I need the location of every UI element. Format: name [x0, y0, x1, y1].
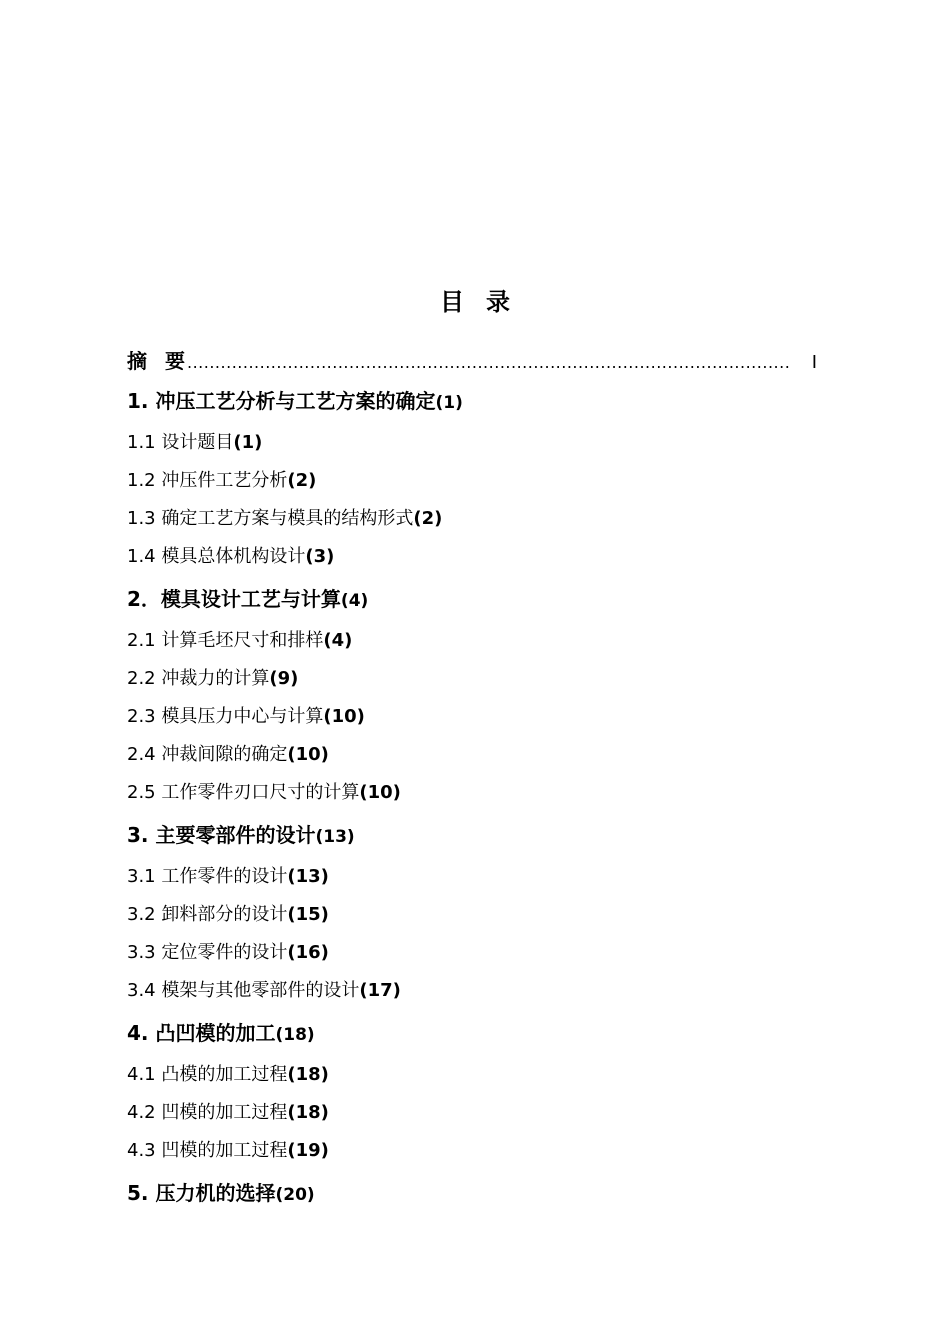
- abstract-page-number: I: [811, 352, 817, 373]
- toc-section-4-2[interactable]: [127, 1094, 817, 1132]
- section-label: 1.2 冲压件工艺分析: [127, 470, 288, 491]
- section-page-number: (3): [305, 546, 335, 567]
- toc-entry-abstract[interactable]: [127, 344, 817, 378]
- toc-section-2-2[interactable]: [127, 660, 817, 698]
- section-label: 4.1 凸模的加工过程: [127, 1064, 288, 1085]
- section-label: 1.4 模具总体机构设计: [127, 546, 306, 567]
- section-page-number: (9): [269, 668, 299, 689]
- toc-section-1-2[interactable]: [127, 462, 817, 500]
- section-label: 2.2 冲裁力的计算: [127, 668, 270, 689]
- toc-chapter-2[interactable]: [127, 576, 817, 622]
- toc-section-1-4[interactable]: [127, 538, 817, 576]
- section-label: 2.4 冲裁间隙的确定: [127, 744, 288, 765]
- title-char-1: 目: [440, 288, 464, 316]
- toc-section-2-1[interactable]: [127, 622, 817, 660]
- abstract-label: [127, 344, 185, 378]
- section-page-number: (4): [323, 630, 353, 651]
- chapter-page-number: (4): [340, 591, 369, 611]
- chapter-label: 3. 主要零部件的设计: [127, 823, 316, 847]
- chapter-label: 5. 压力机的选择: [127, 1181, 276, 1205]
- toc-chapter-5[interactable]: [127, 1170, 817, 1216]
- section-label: 4.3 凹模的加工过程: [127, 1140, 288, 1161]
- section-page-number: (2): [287, 470, 317, 491]
- section-label: 1.1 设计题目: [127, 432, 234, 453]
- section-page-number: (17): [359, 980, 401, 1001]
- section-page-number: (2): [413, 508, 443, 529]
- chapter-label: 2．模具设计工艺与计算: [127, 587, 341, 611]
- chapter-page-number: (18): [275, 1025, 315, 1045]
- abstract-char-2: 要: [165, 349, 185, 373]
- toc-section-3-3[interactable]: [127, 934, 817, 972]
- chapter-label: 1. 冲压工艺分析与工艺方案的确定: [127, 389, 436, 413]
- chapter-page-number: (20): [275, 1185, 315, 1205]
- section-page-number: (1): [233, 432, 263, 453]
- chapter-page-number: (1): [435, 393, 463, 413]
- section-label: 2.1 计算毛坯尺寸和排样: [127, 630, 324, 651]
- section-label: 2.3 模具压力中心与计算: [127, 706, 324, 727]
- section-label: 2.5 工作零件刃口尺寸的计算: [127, 782, 360, 803]
- chapter-label: 4. 凸凹模的加工: [127, 1021, 276, 1045]
- table-of-contents: [127, 344, 817, 1216]
- title-char-2: 录: [486, 288, 510, 316]
- toc-section-1-1[interactable]: [127, 424, 817, 462]
- toc-section-3-2[interactable]: [127, 896, 817, 934]
- dot-leader: ............................................................................................................: [187, 353, 791, 372]
- section-label: 3.2 卸料部分的设计: [127, 904, 288, 925]
- section-page-number: (18): [287, 1064, 329, 1085]
- section-label: 1.3 确定工艺方案与模具的结构形式: [127, 508, 414, 529]
- section-page-number: (15): [287, 904, 329, 925]
- section-page-number: (16): [287, 942, 329, 963]
- toc-section-2-5[interactable]: [127, 774, 817, 812]
- section-page-number: (10): [323, 706, 365, 727]
- section-label: 3.1 工作零件的设计: [127, 866, 288, 887]
- toc-section-2-4[interactable]: [127, 736, 817, 774]
- section-page-number: (10): [359, 782, 401, 803]
- section-label: 3.3 定位零件的设计: [127, 942, 288, 963]
- abstract-char-1: 摘: [127, 349, 147, 373]
- toc-section-2-3[interactable]: [127, 698, 817, 736]
- chapter-page-number: (13): [315, 827, 355, 847]
- section-label: 4.2 凹模的加工过程: [127, 1102, 288, 1123]
- toc-section-1-3[interactable]: [127, 500, 817, 538]
- toc-chapter-4[interactable]: [127, 1010, 817, 1056]
- toc-section-3-4[interactable]: [127, 972, 817, 1010]
- toc-chapter-3[interactable]: [127, 812, 817, 858]
- section-page-number: (19): [287, 1140, 329, 1161]
- page-title: [0, 282, 950, 317]
- toc-section-4-1[interactable]: [127, 1056, 817, 1094]
- toc-section-4-3[interactable]: [127, 1132, 817, 1170]
- toc-section-3-1[interactable]: [127, 858, 817, 896]
- section-page-number: (13): [287, 866, 329, 887]
- section-page-number: (10): [287, 744, 329, 765]
- section-label: 3.4 模架与其他零部件的设计: [127, 980, 360, 1001]
- toc-chapter-1[interactable]: [127, 378, 817, 424]
- section-page-number: (18): [287, 1102, 329, 1123]
